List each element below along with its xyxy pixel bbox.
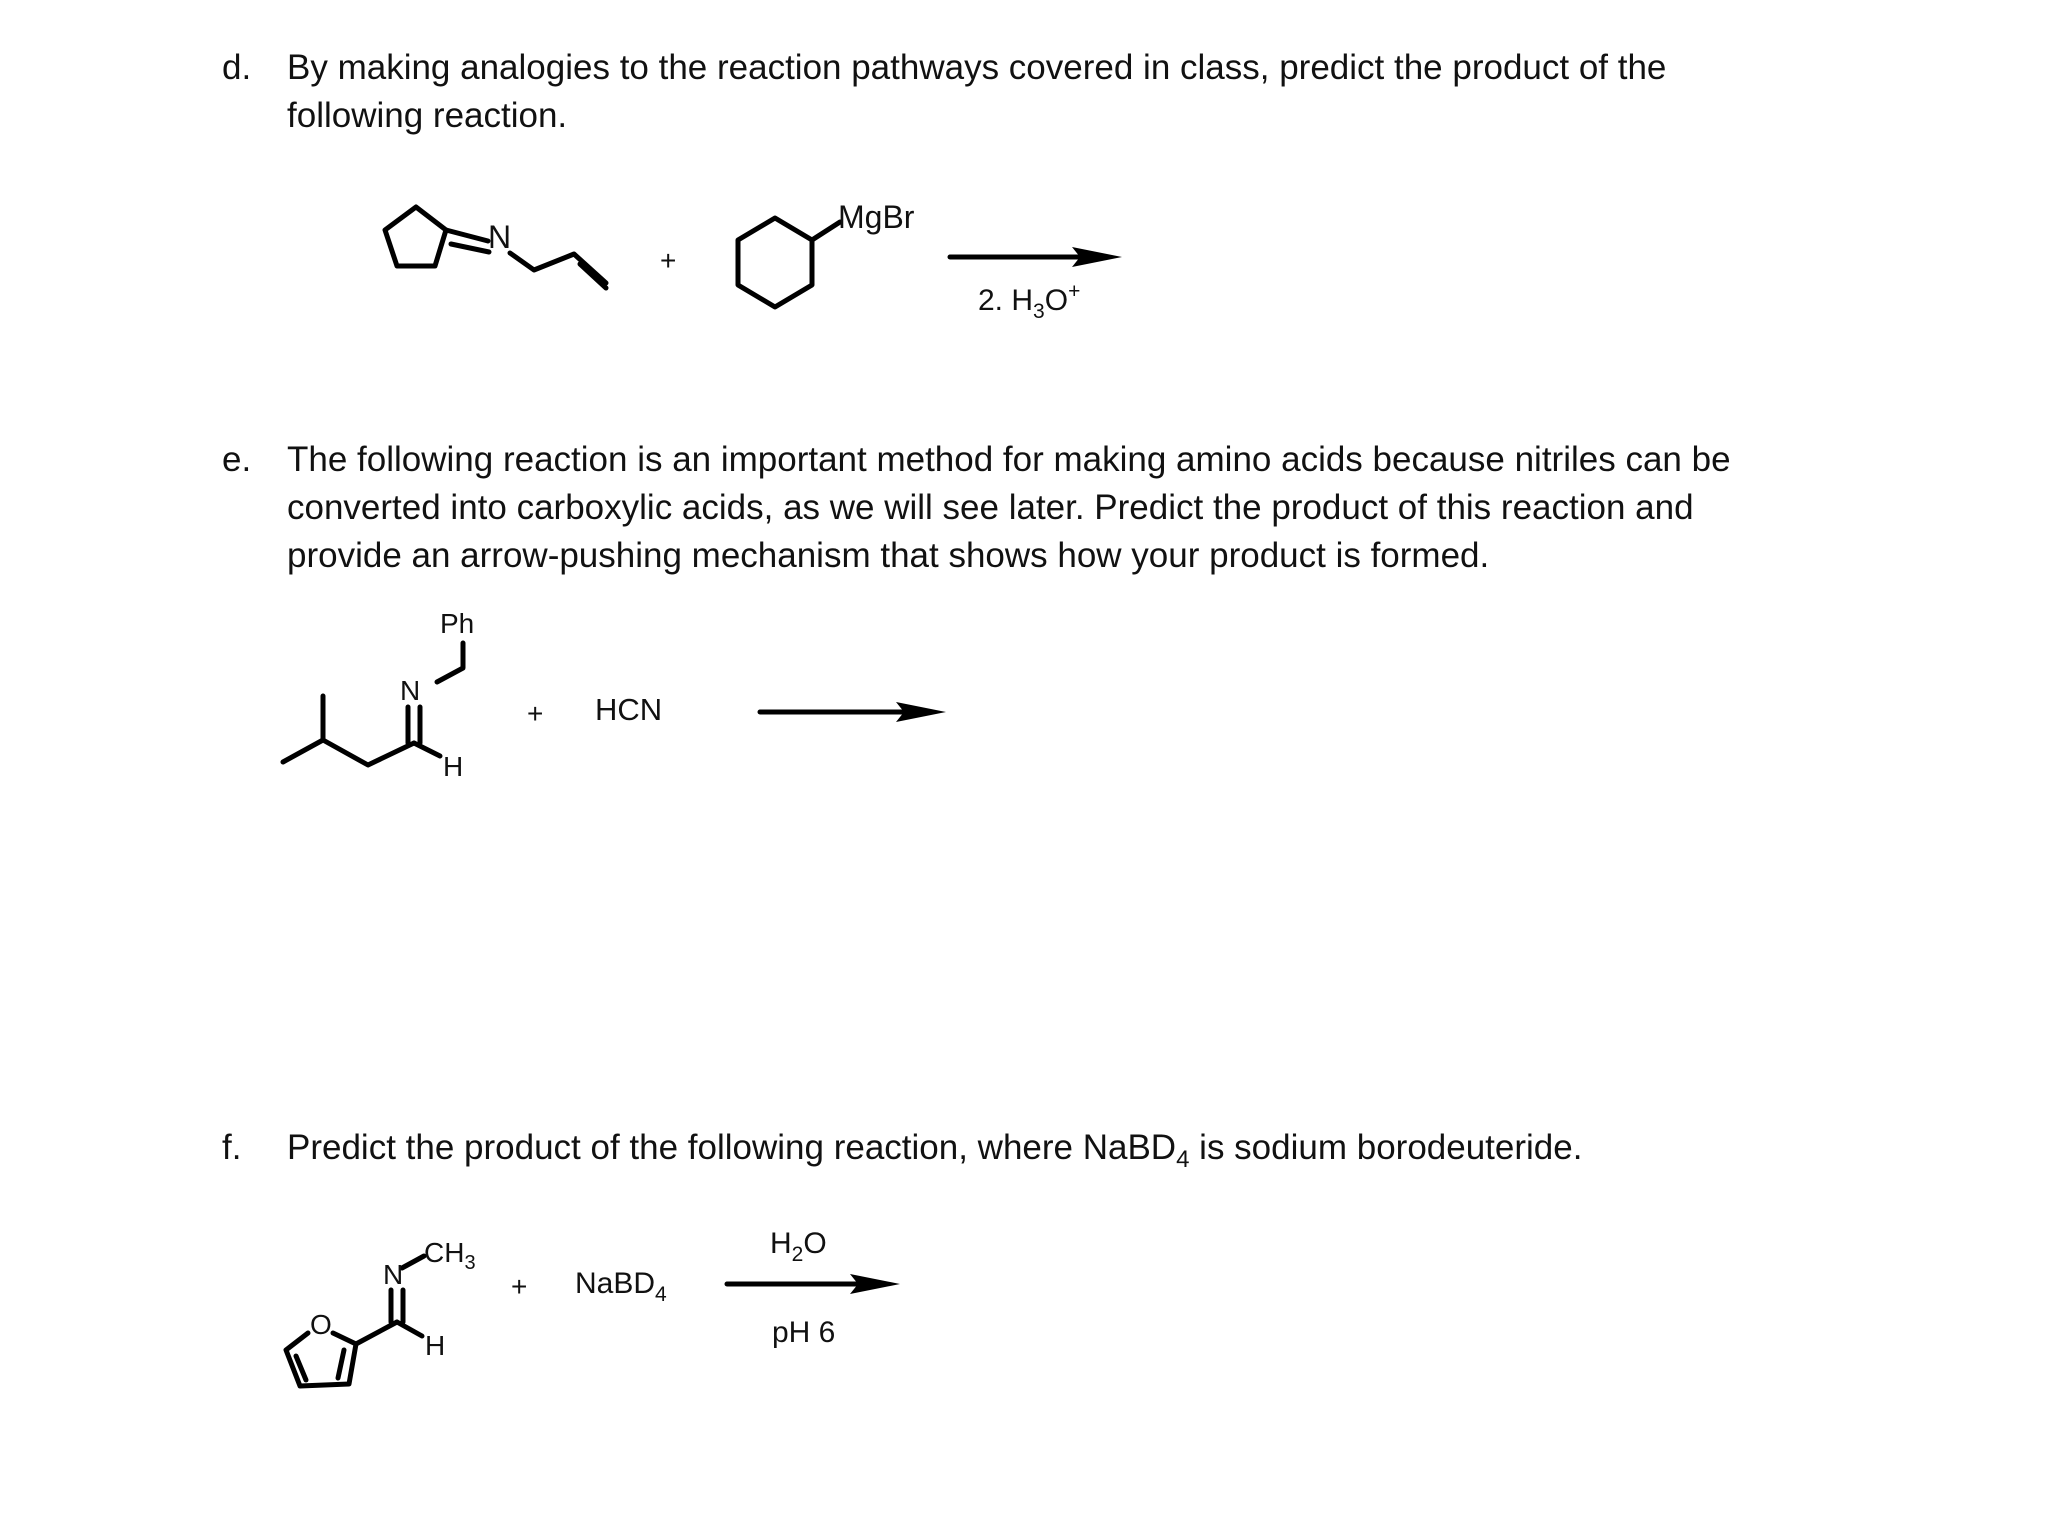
c-h-bond-e xyxy=(414,743,440,756)
question-e-line-1: The following reaction is an important method for making amino acids because nitriles can be xyxy=(287,440,1731,479)
question-f-text-before: Predict the product of the following reaction, where NaBD xyxy=(287,1128,1177,1167)
mgbr-label: MgBr xyxy=(838,199,915,235)
furan-link-bond xyxy=(356,1322,397,1344)
furan-o-atom: O xyxy=(310,1309,332,1340)
question-e-line-2: converted into carboxylic acids, as we will see later. Predict the product of this reaction and xyxy=(287,488,1694,527)
h-atom-e: H xyxy=(443,751,464,782)
benzyl-chain xyxy=(437,643,463,682)
imine-n-atom-e: N xyxy=(400,675,421,706)
imine-n-atom-f: N xyxy=(383,1259,404,1290)
c-h-bond-f xyxy=(397,1322,422,1336)
plus-d: + xyxy=(660,245,677,276)
question-e-line-3: provide an arrow-pushing mechanism that shows how your product is formed. xyxy=(287,536,1490,575)
question-f-label: f. xyxy=(222,1128,242,1167)
ph6-label: pH 6 xyxy=(772,1316,836,1349)
isobutyl-chain xyxy=(283,740,414,765)
cyclohexane-ring xyxy=(738,218,812,307)
allyl-chain xyxy=(510,253,606,283)
question-f-text-sub: 4 xyxy=(1176,1146,1190,1173)
nabd4-label: NaBD$_4$ xyxy=(575,1267,667,1306)
imine-n-atom: N xyxy=(488,219,512,255)
vinyl-double-bond xyxy=(580,264,606,288)
reaction-f xyxy=(286,1227,900,1386)
ch3-label: $CH_3$ xyxy=(424,1237,476,1274)
reaction-e xyxy=(283,608,946,782)
imine-double-bond-2 xyxy=(451,244,489,252)
question-d-line-1: By making analogies to the reaction pathways covered in class, predict the product of the xyxy=(287,48,1667,87)
n-methyl-bond xyxy=(402,1256,424,1268)
question-f-text-after: is sodium borodeuteride. xyxy=(1189,1128,1583,1167)
hcn-label: HCN xyxy=(595,692,663,727)
imine-double-bond-1 xyxy=(446,230,488,241)
phenyl-label: Ph xyxy=(440,608,475,639)
h2o-label: $H_2O$ xyxy=(770,1227,827,1266)
reaction-d xyxy=(385,199,1122,323)
question-e-label: e. xyxy=(222,440,252,479)
question-d-line-2: following reaction. xyxy=(287,96,568,135)
cyclohexyl-mg-bond xyxy=(812,222,840,240)
plus-f: + xyxy=(511,1271,528,1302)
furan-double-bond-1 xyxy=(338,1350,344,1378)
cyclopentane-ring xyxy=(385,207,446,266)
question-d-label: d. xyxy=(222,48,252,87)
plus-e: + xyxy=(527,698,544,729)
h-atom-f: H xyxy=(425,1330,446,1361)
step2-label: 2. $H_3O^+$ xyxy=(978,280,1081,323)
